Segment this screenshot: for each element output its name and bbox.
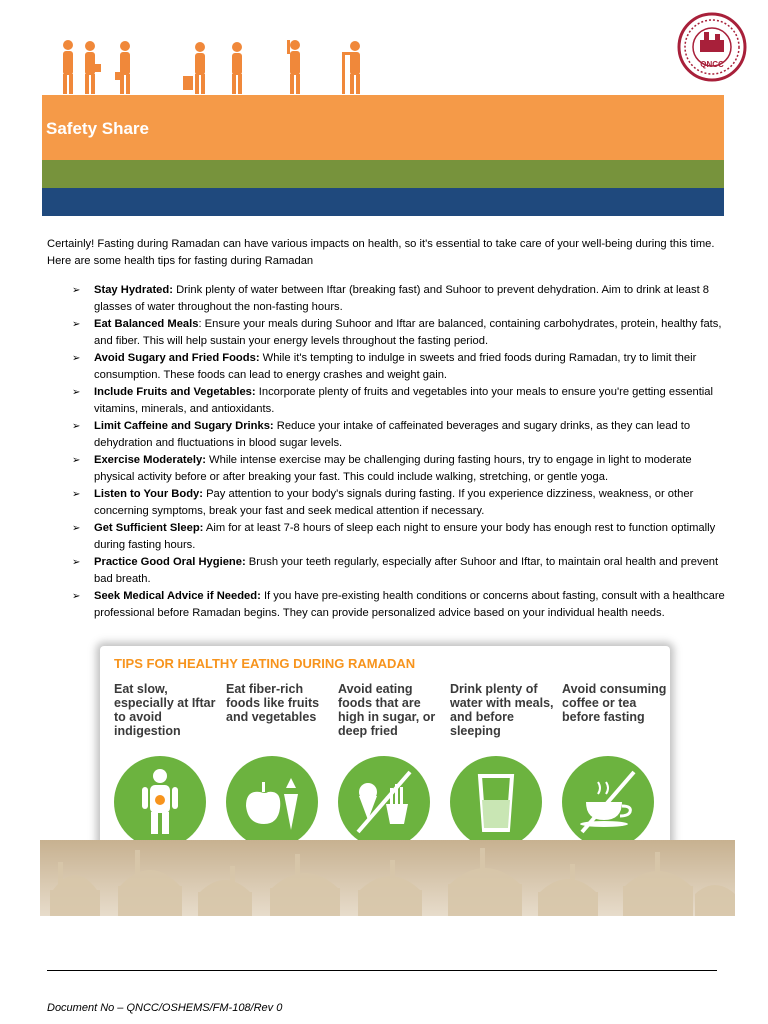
body-stomach-icon [112,754,208,850]
arrow-bullet-icon: ➢ [72,285,81,296]
tip-text: Drink plenty of water between Iftar (breaking fast) and Suhoor to prevent dehydration. Aim to drink at least 8 glasses of water throughout the non-fasting hours. [94,284,710,313]
mosque-skyline-image [40,840,735,916]
tip-title: Practice Good Oral Hygiene: [94,556,246,568]
tip-text: : Ensure your meals during Suhoor and Iftar are balanced, containing carbohydrates, protein, healthy fats, and fiber. This will help sustain your energy levels throughout the fasting period. [94,318,722,347]
tip-title: Get Sufficient Sleep: [94,522,204,534]
infographic-tip-text: Avoid consuming coffee or tea before fasting [562,682,667,724]
banner-green-band [42,160,724,188]
infographic-tip-text: Avoid eating foods that are high in sugar, or deep fried [338,682,436,738]
tip-title: Limit Caffeine and Sugary Drinks: [94,420,274,432]
document-number: Document No – QNCC/OSHEMS/FM-108/Rev 0 [47,1002,283,1014]
health-tip-item [72,554,734,588]
worker-figure [85,41,101,94]
health-tip-item [72,486,734,520]
tip-text: Pay attention to your body's signals during fasting. If you experience dizziness, weakness, or other concerning symptoms, break your fast and seek medical attention if necessary. [94,488,694,517]
worker-figure [115,41,130,94]
health-tips-list [72,282,734,622]
infographic-tip-text: Drink plenty of water with meals, and before sleeping [450,682,554,738]
tip-title: Exercise Moderately: [94,454,206,466]
worker-figure [63,40,73,94]
tip-text: While it's tempting to indulge in sweets and fried foods during Ramadan, try to limit their consumption. These foods can lead to energy crashes and weight gain. [94,352,697,381]
arrow-bullet-icon: ➢ [72,387,81,398]
worker-figure [232,42,242,94]
footer-divider [47,970,717,971]
health-tip-item [72,282,734,316]
tip-title: Seek Medical Advice if Needed: [94,590,261,602]
tip-title: Listen to Your Body: [94,488,203,500]
arrow-bullet-icon: ➢ [72,319,81,330]
arrow-bullet-icon: ➢ [72,353,81,364]
health-tip-item [72,418,734,452]
infographic-title: TIPS FOR HEALTHY EATING DURING RAMADAN [114,656,416,671]
tip-title: Eat Balanced Meals [94,318,199,330]
tip-title: Stay Hydrated: [94,284,173,296]
worker-figure [342,41,360,94]
no-coffee-cup-icon [560,754,656,850]
water-glass-icon [448,754,544,850]
health-tip-item [72,588,734,622]
healthy-eating-infographic [100,646,670,846]
worker-figure [183,42,205,94]
tip-text: Aim for at least 7-8 hours of sleep each night to ensure your body has enough rest to function optimally during fasting hours. [94,522,716,551]
health-tip-item [72,520,734,554]
health-tip-item [72,384,734,418]
tip-title: Include Fruits and Vegetables: [94,386,256,398]
arrow-bullet-icon: ➢ [72,455,81,466]
tip-title: Avoid Sugary and Fried Foods: [94,352,260,364]
arrow-bullet-icon: ➢ [72,523,81,534]
tip-text: Reduce your intake of caffeinated beverages and sugary drinks, as they can lead to dehydration and fluctuations in blood sugar levels. [94,420,691,449]
arrow-bullet-icon: ➢ [72,489,81,500]
arrow-bullet-icon: ➢ [72,557,81,568]
tip-text: Brush your teeth regularly, especially after Suhoor and Iftar, to maintain oral health and prevent bad breath. [94,556,719,585]
banner-blue-band [42,188,724,216]
logo-text: QNCC [700,60,724,69]
workers-silhouette-illustration [55,38,385,96]
health-tip-item [72,316,734,350]
no-icecream-fries-icon [336,754,432,850]
qncc-company-logo [676,12,748,82]
arrow-bullet-icon: ➢ [72,591,81,602]
intro-paragraph: Certainly! Fasting during Ramadan can have various impacts on health, so it's essential to take care of your well-being during this time. Here are some health tips for fasting during Ramadan [47,238,715,267]
health-tip-item [72,350,734,384]
banner-title: Safety Share [46,119,149,138]
tip-text: Incorporate plenty of fruits and vegetables into your meals to ensure you're getting essential vitamins, minerals, and antioxidants. [94,386,714,415]
infographic-tip-text: Eat fiber-rich foods like fruits and vegetables [226,682,320,724]
tip-text: While intense exercise may be challenging during fasting hours, try to engage in light to moderate physical activity before or after breaking your fast. This could include walking, stretching, or gentle yoga. [94,454,692,483]
apple-carrot-icon [224,754,320,850]
infographic-tip-text: Eat slow, especially at Iftar to avoid indigestion [114,682,216,738]
health-tip-item [72,452,734,486]
arrow-bullet-icon: ➢ [72,421,81,432]
tip-text: If you have pre-existing health conditions or concerns about fasting, consult with a healthcare professional before Ramadan begins. They can provide personalized advice based on your individual health needs. [94,590,725,619]
worker-figure [287,40,300,94]
